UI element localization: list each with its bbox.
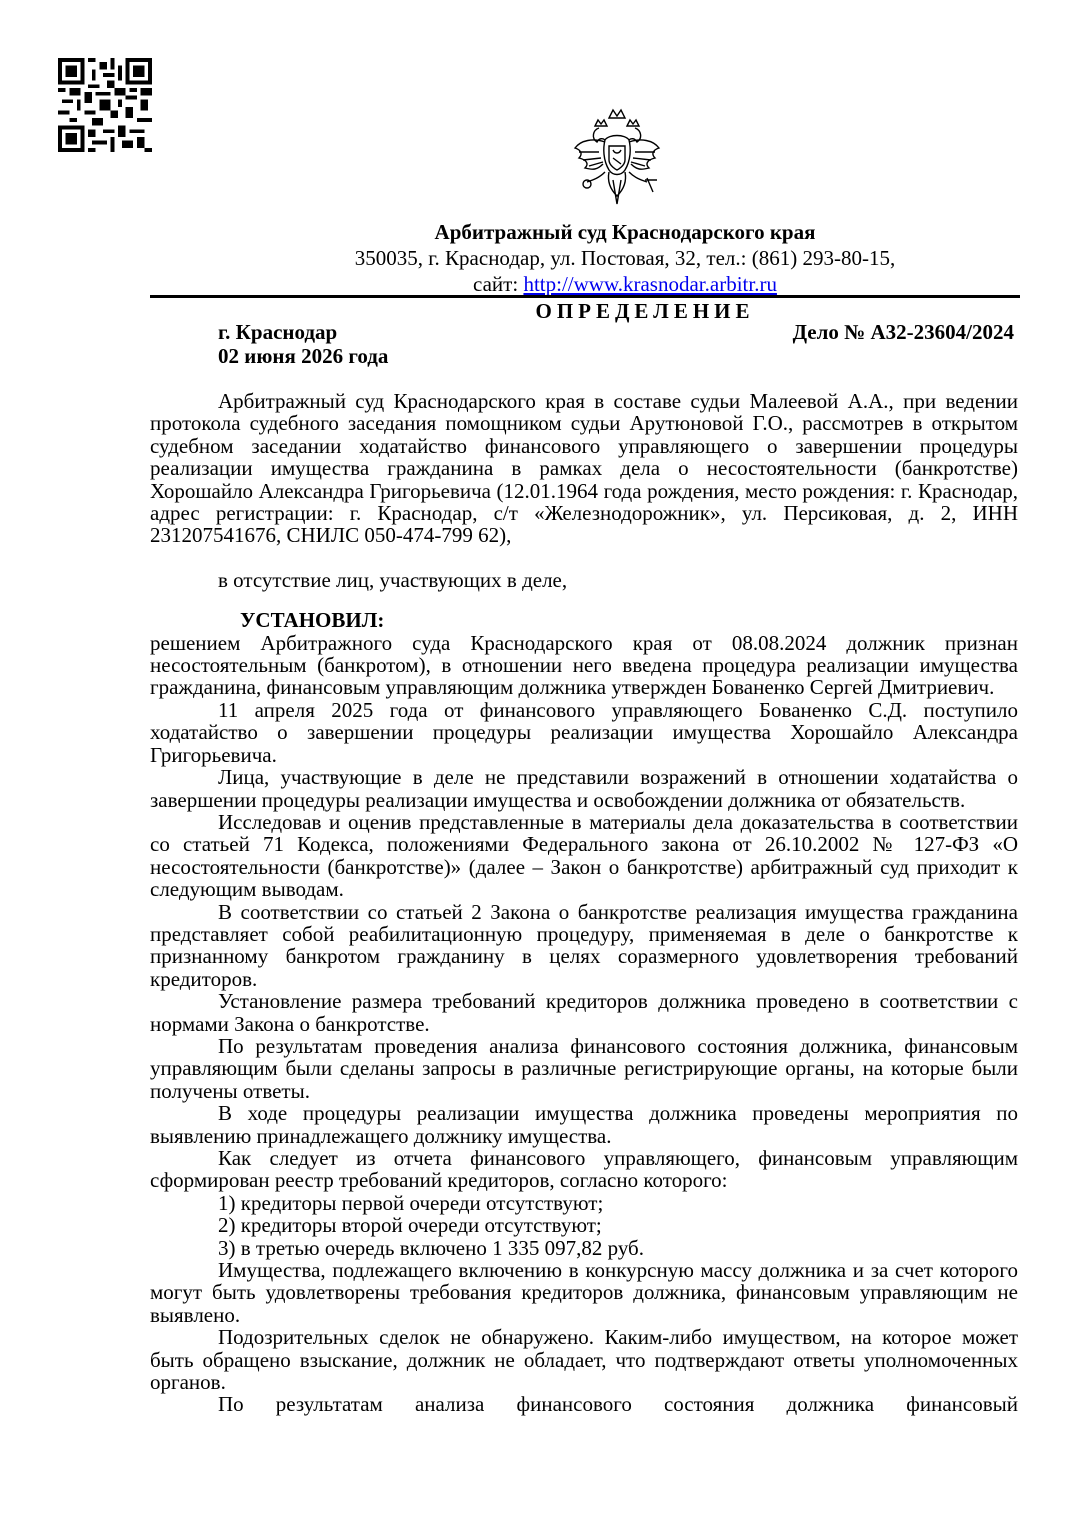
list-item-3: 3) в третью очередь включено 1 335 097,82 руб. <box>218 1235 644 1260</box>
paragraph-absence: в отсутствие лиц, участвующих в деле, <box>218 567 568 592</box>
court-address: 350035, г. Краснодар, ул. Постовая, 32, тел.: (861) 293-80-15, <box>354 246 896 270</box>
paragraph-9: Как следует из отчета финансового управляющего, финансовым управляющим сформирован реестр требований кредиторов, согласно которого: <box>150 1146 1018 1193</box>
court-website-link[interactable]: http://www.krasnodar.arbitr.ru <box>523 272 777 296</box>
case-number: Дело № А32-23604/2024 <box>792 320 1014 344</box>
paragraph-10: Имущества, подлежащего включению в конкурсную массу должника и за счет которого могут быть удовлетворены требования кредиторов должника, финансовым управляющим не выявлено. <box>150 1258 1018 1327</box>
document-city: г. Краснодар <box>218 320 338 344</box>
paragraph-8: В ходе процедуры реализации имущества должника проведены мероприятия по выявлению принадлежащего должнику имущества. <box>150 1101 1018 1148</box>
paragraph-5: В соответствии со статьей 2 Закона о банкротстве реализация имущества гражданина представляет собой реабилитационную процедуру, применяемая в деле о банкротстве к признанному банкротом гражданину в целях соразмерного удовлетворения требований кредиторов. <box>150 899 1018 991</box>
paragraph-3: Лица, участвующие в деле не представили возражений в отношении ходатайства о завершении процедуры реализации имущества и освобождении должника от обязательств. <box>150 765 1018 812</box>
list-item-2: 2) кредиторы второй очереди отсутствуют; <box>218 1213 602 1238</box>
paragraph-2: 11 апреля 2025 года от финансового управляющего Бованенко С.Д. поступило ходатайство о завершении процедуры реализации имущества Хорошайло Александра Григорьевича. <box>150 697 1018 767</box>
section-heading-established: УСТАНОВИЛ: <box>240 608 385 633</box>
paragraph-7: По результатам проведения анализа финансового состояния должника, финансовым управляющим были сделаны запросы в различные регистрирующие органы, на которые были получены ответы. <box>150 1033 1018 1103</box>
paragraph-6: Установление размера требований кредиторов должника проведено в соответствии с нормами Закона о банкротстве. <box>150 989 1018 1036</box>
document-body <box>150 390 1018 1416</box>
court-header <box>150 219 1020 297</box>
paragraph-12: По результатам анализа финансового состояния должника финансовый <box>218 1392 1018 1417</box>
paragraph-1: решением Арбитражного суда Краснодарского края от 08.08.2024 должник признан несостоятельным (банкротом), в отношении него введена процедура реализации имущества гражданина, финансовым управляющим должника утвержден Бованенко Сергей Дмитриевич. <box>150 630 1018 700</box>
qr-code <box>58 58 152 152</box>
court-site <box>230 271 1020 297</box>
paragraph-intro: Арбитражный суд Краснодарского края в составе судьи Малеевой А.А., при ведении протокола судебного заседания помощником судьи Арутюновой Г.О., рассмотрев в открытом судебном заседании ходатайство финансового управляющего о завершении процедуры реализации имущества гражданина в рамках дела о несостоятельности (банкротстве) Хорошайло Александра Григорьевича (12.01.1964 года рождения, место рождения: г. Краснодар, адрес регистрации: г. Краснодар, с/т «Железнодорожник», ул. Персиковая, д. 2, ИНН 231207541676, СНИЛС 050-474-799 62), <box>150 389 1018 548</box>
paragraph-4: Исследовав и оценив представленные в материалы дела доказательства в соответствии со статьей 71 Кодекса, положениями Федерального закона от 26.10.2002 № 127-ФЗ «О несостоятельности (банкротстве)» (далее – Закон о банкротстве) арбитражный суд приходит к следующим выводам. <box>150 809 1018 902</box>
court-name: Арбитражный суд Краснодарского края <box>434 220 816 244</box>
list-item-1: 1) кредиторы первой очереди отсутствуют; <box>218 1190 604 1215</box>
site-label: сайт: <box>473 272 524 296</box>
coat-of-arms-emblem <box>569 108 665 216</box>
document-title: ОПРЕДЕЛЕНИЕ <box>535 299 755 323</box>
paragraph-11: Подозрительных сделок не обнаружено. Каким-либо имуществом, на которое может быть обращено взыскание, должник не обладает, что подтверждают ответы уполномоченных органов. <box>150 1325 1018 1395</box>
document-date: 02 июня 2026 года <box>218 344 389 368</box>
